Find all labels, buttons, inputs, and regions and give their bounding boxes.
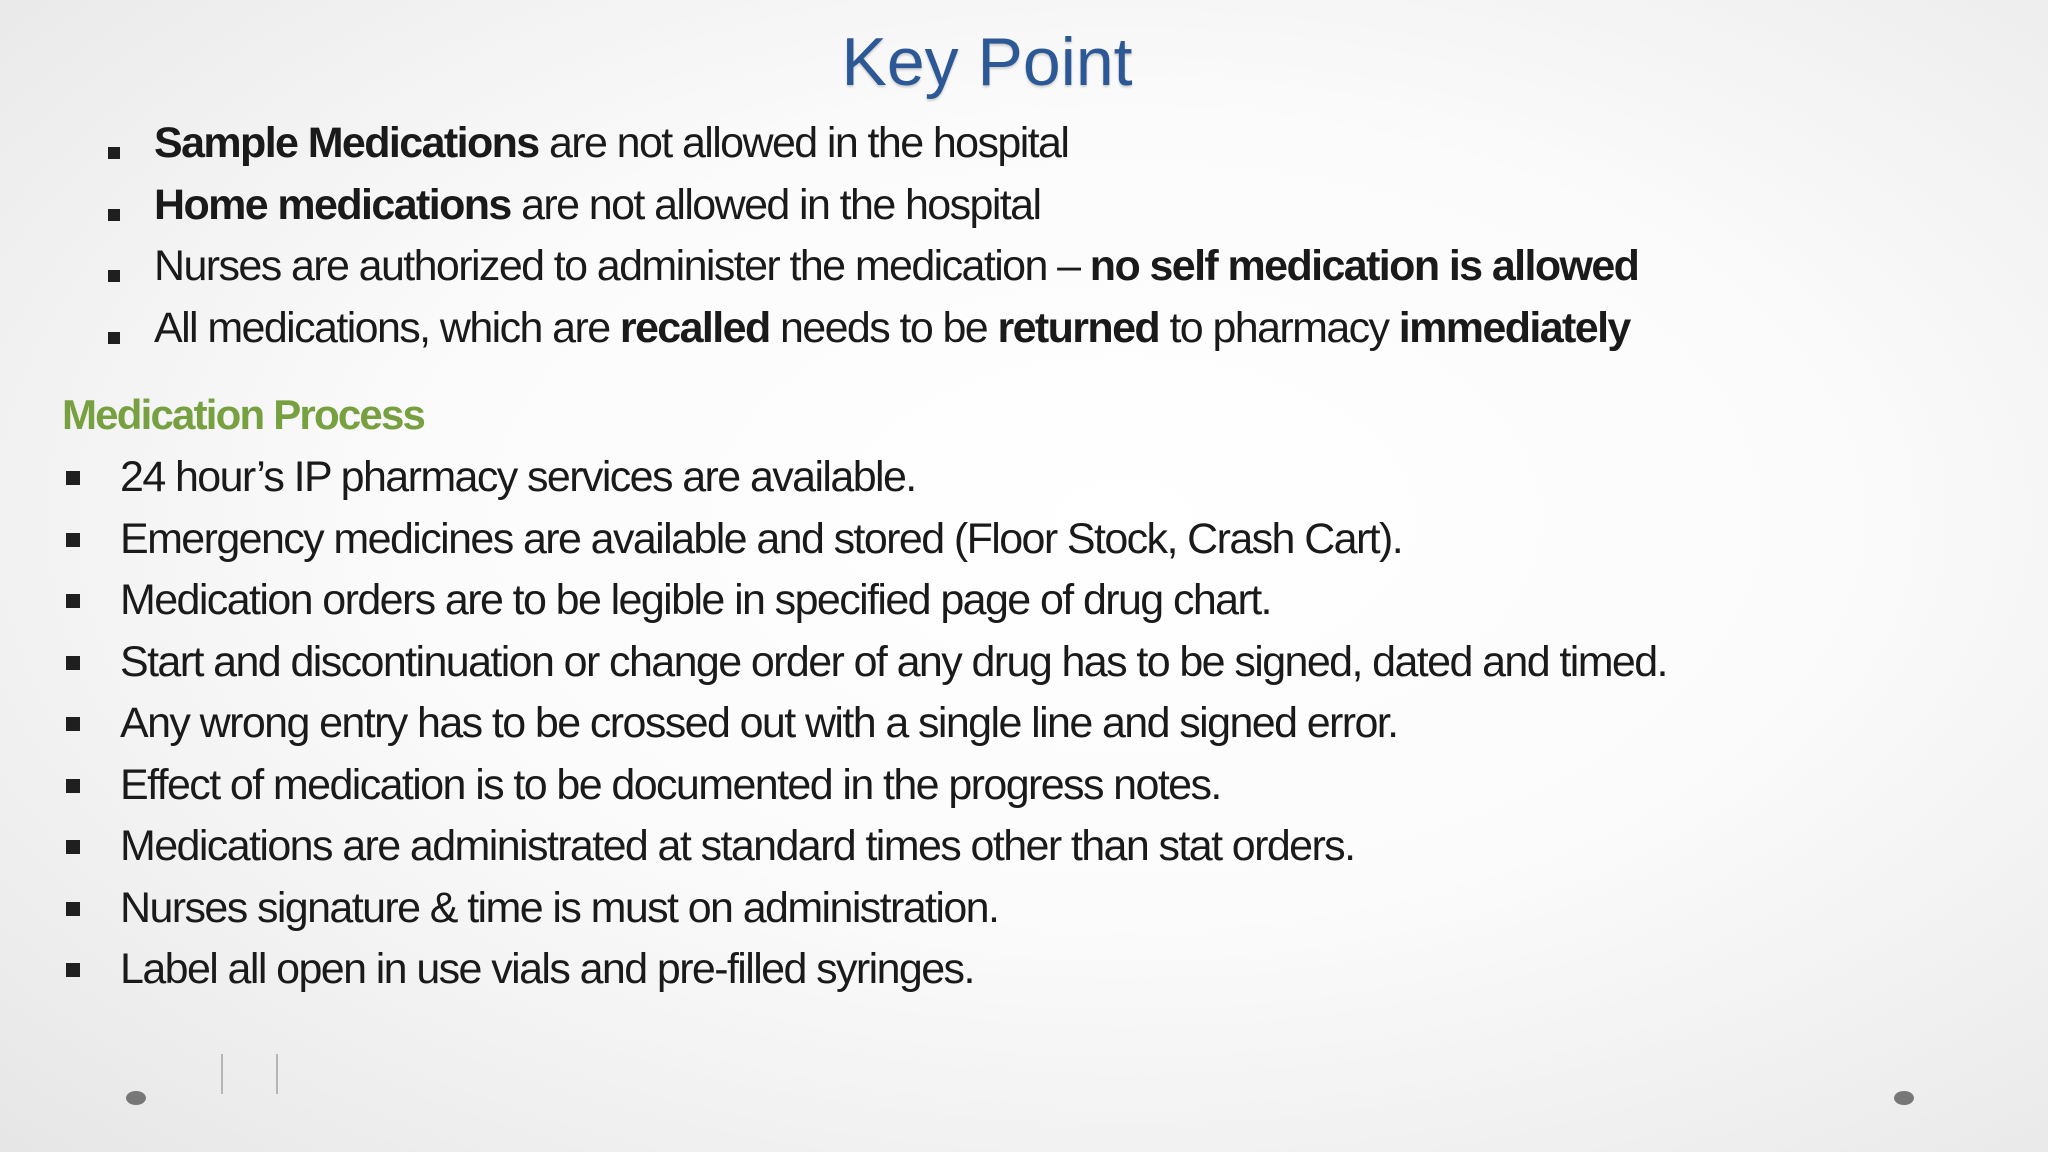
bold-text-segment: no self medication is allowed	[1089, 242, 1639, 290]
process-item-text: Nurses signature & time is must on administration.	[120, 883, 999, 932]
square-bullet-icon	[66, 779, 80, 793]
decorative-dot-left	[126, 1091, 146, 1105]
process-item-text: Effect of medication is to be documented in the progress notes.	[120, 760, 1221, 809]
text-segment: are not allowed in the hospital	[510, 180, 1041, 229]
square-bullet-icon	[108, 332, 120, 344]
text-segment: Nurses are authorized to administer the medication –	[154, 242, 1090, 290]
decorative-divider	[276, 1054, 278, 1094]
process-item-text: Start and discontinuation or change order of any drug has to be signed, dated and timed.	[120, 637, 1667, 686]
square-bullet-icon	[66, 656, 80, 670]
text-segment: All medications, which are	[154, 303, 620, 352]
key-point-text	[154, 298, 1630, 360]
square-bullet-icon	[66, 594, 80, 608]
decorative-divider	[221, 1054, 223, 1094]
square-bullet-icon	[108, 270, 120, 282]
bold-text-segment: returned	[997, 303, 1160, 352]
bold-text-segment: Sample Medications	[154, 119, 539, 167]
section-heading: Medication Process	[62, 391, 425, 438]
process-item-text: Label all open in use vials and pre-filled syringes.	[120, 945, 974, 993]
bold-text-segment: immediately	[1398, 303, 1630, 352]
process-item-text: Medications are administrated at standard times other than stat orders.	[120, 822, 1355, 870]
square-bullet-icon	[108, 209, 120, 221]
square-bullet-icon	[108, 147, 120, 159]
decorative-dot-right	[1894, 1091, 1914, 1105]
square-bullet-icon	[66, 471, 80, 485]
square-bullet-icon	[66, 840, 80, 854]
key-point-text	[154, 175, 1040, 237]
square-bullet-icon	[66, 963, 80, 977]
key-point-text	[154, 113, 1068, 175]
text-segment: are not allowed in the hospital	[538, 119, 1069, 167]
square-bullet-icon	[66, 717, 80, 731]
key-point-text	[154, 236, 1638, 298]
process-item-text: Any wrong entry has to be crossed out with a single line and signed error.	[120, 699, 1398, 747]
bold-text-segment: Home medications	[154, 180, 511, 229]
process-item-text: Medication orders are to be legible in specified page of drug chart.	[120, 576, 1271, 624]
slide-title: Key Point	[841, 24, 1133, 100]
bold-text-segment: recalled	[619, 303, 770, 352]
text-segment: needs to be	[769, 303, 998, 352]
process-item-text: Emergency medicines are available and stored (Floor Stock, Crash Cart).	[120, 514, 1403, 563]
square-bullet-icon	[66, 533, 80, 547]
text-segment: to pharmacy	[1159, 303, 1399, 352]
square-bullet-icon	[66, 902, 80, 916]
process-item-text: 24 hour’s IP pharmacy services are available.	[120, 453, 916, 501]
